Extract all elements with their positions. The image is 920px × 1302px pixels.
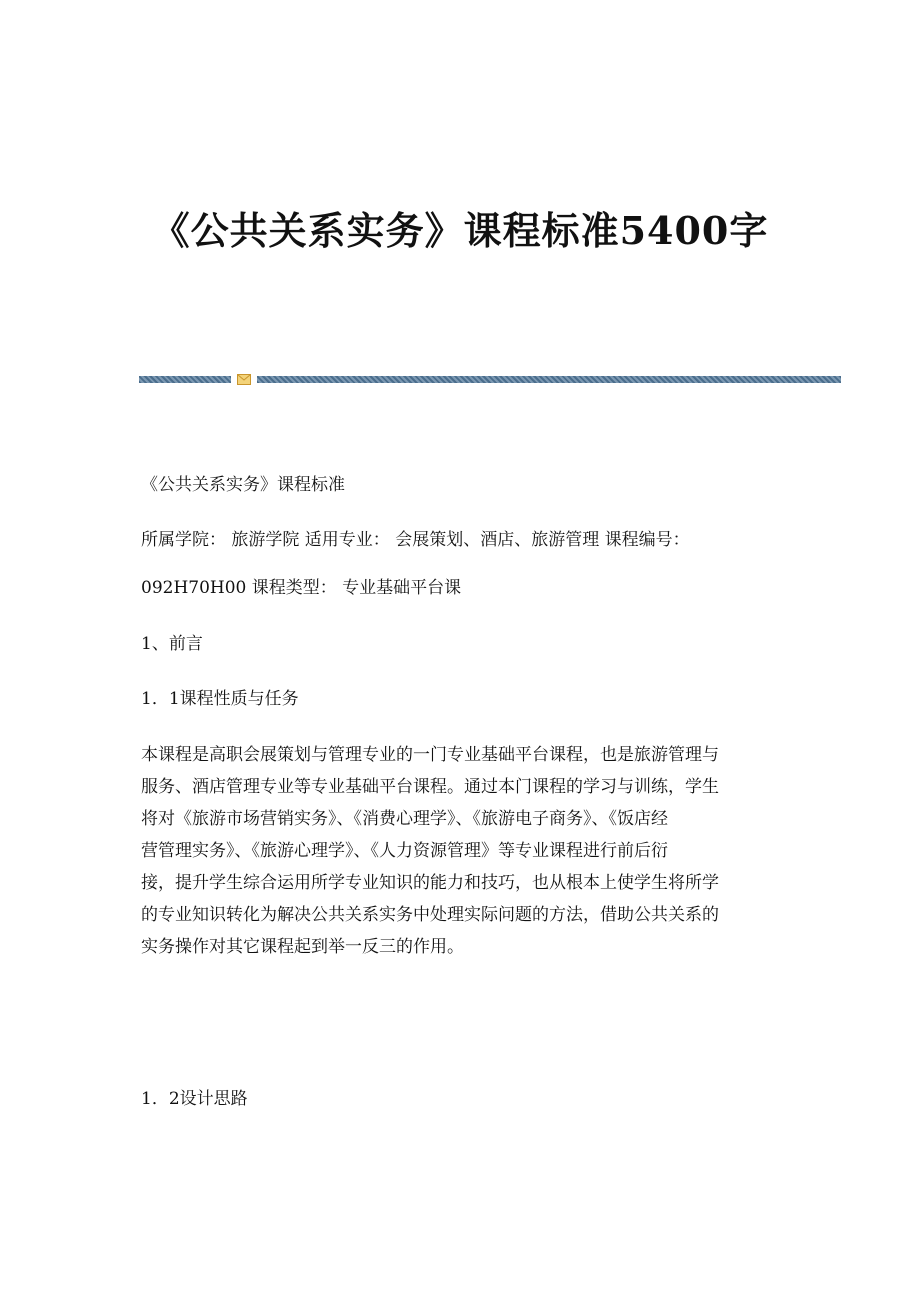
body-line: 服务、酒店管理专业等专业基础平台课程。通过本门课程的学习与训练，学生 [141, 777, 719, 797]
divider-bar-left [139, 376, 231, 383]
section-heading-preface: 1、前言 [141, 634, 203, 654]
body-line: 实务操作对其它课程起到举一反三的作用。 [141, 937, 464, 957]
meta-line-2: 092H70H00 课程类型： 专业基础平台课 [141, 578, 462, 598]
body-line: 的专业知识转化为解决公共关系实务中处理实际问题的方法，借助公共关系的 [141, 905, 719, 925]
body-line: 本课程是高职会展策划与管理专业的一门专业基础平台课程，也是旅游管理与 [141, 745, 719, 765]
section-heading-design: 1．2设计思路 [141, 1089, 248, 1109]
body-line: 营管理实务》、《旅游心理学》、《人力资源管理》等专业课程进行前后衍 [141, 841, 668, 861]
envelope-ornament-icon [237, 374, 251, 385]
body-line: 将对《旅游市场营销实务》、《消费心理学》、《旅游电子商务》、《饭店经 [141, 809, 668, 829]
title-divider [139, 374, 841, 386]
body-paragraph [141, 739, 781, 963]
body-line: 接，提升学生综合运用所学专业知识的能力和技巧，也从根本上使学生将所学 [141, 873, 719, 893]
divider-bar-right [257, 376, 841, 383]
document-title: 《公共关系实务》课程标准5400字 [151, 208, 769, 253]
meta-line-1: 所属学院： 旅游学院 适用专业： 会展策划、酒店、旅游管理 课程编号： [141, 530, 690, 550]
course-standard-heading: 《公共关系实务》课程标准 [141, 475, 345, 495]
section-heading-nature-tasks: 1．1课程性质与任务 [141, 689, 299, 709]
